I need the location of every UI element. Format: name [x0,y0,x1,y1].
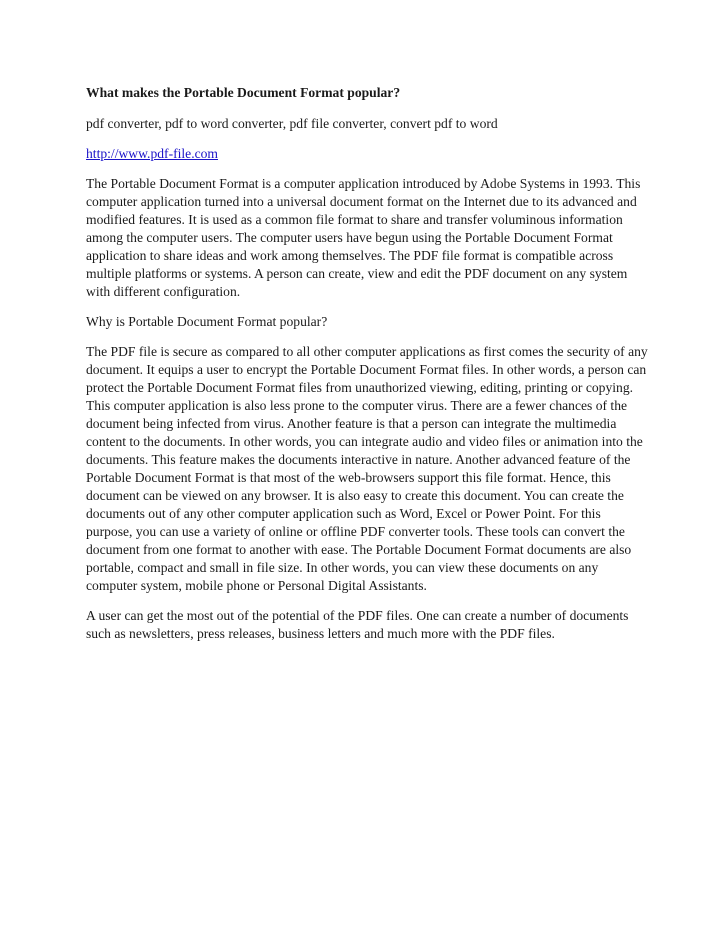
pdf-file-link[interactable]: http://www.pdf-file.com [86,146,219,161]
keywords-line: pdf converter, pdf to word converter, pdf file converter, convert pdf to word [86,116,498,131]
security-features-paragraph: The PDF file is secure as compared to all other computer applications as first comes the security of any document. It equips a user to encrypt the Portable Document Format files. In other words, a person can protect the Portable Document Format files from unauthorized viewing, editing, printing or copying. This computer application is also less prone to the computer virus. There are a fewer chances of the document being infected from virus. Another feature is that a person can integrate the multimedia content to the documents. In other words, you can integrate audio and video files or animation into the documents. This feature makes the documents interactive in nature. Another advanced feature of the Portable Document Format is that most of the web-browsers support this file format. Hence, this document can be viewed on any browser. It is also easy to create this document. You can create the documents out of any other computer application such as Word, Excel or Power Point. For this purpose, you can use a variety of online or offline PDF converter tools. These tools can convert the document from one format to another with ease. The Portable Document Format documents are also portable, compact and small in file size. In other words, you can view these documents on any computer system, mobile phone or Personal Digital Assistants. [86,344,648,593]
link-line [86,145,648,163]
intro-paragraph: The Portable Document Format is a computer application introduced by Adobe Systems in 1993. This computer application turned into a universal document format on the Internet due to its advanced and modified features. It is used as a common file format to share and transfer voluminous information among the computer users. The computer users have begun using the Portable Document Format application to share ideas and work among themselves. The PDF file format is compatible across multiple platforms or systems. A person can create, view and edit the PDF document on any system with different configuration. [86,176,641,299]
subheading: Why is Portable Document Format popular? [86,314,328,329]
document-title: What makes the Portable Document Format popular? [86,85,401,100]
closing-paragraph: A user can get the most out of the potential of the PDF files. One can create a number of documents such as newsletters, press releases, business letters and much more with the PDF files. [86,608,629,641]
document-page [86,84,648,655]
